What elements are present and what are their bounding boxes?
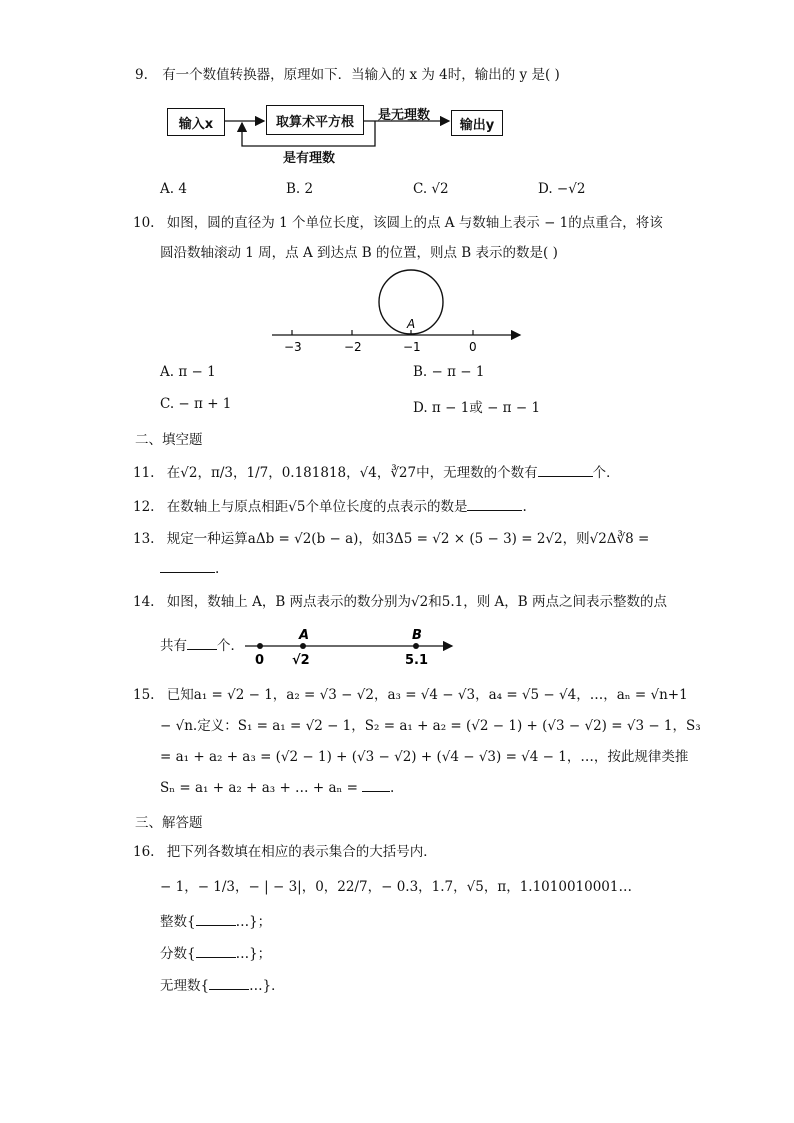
q12-answer-blank[interactable] bbox=[467, 498, 522, 511]
q13-stem bbox=[133, 530, 649, 548]
flow-arrows bbox=[0, 0, 794, 200]
q11-text-after: 个． bbox=[592, 465, 620, 481]
q14-point-a bbox=[300, 643, 306, 649]
q10-text-line1: 如图，圆的直径为 1 个单位长度，该圆上的点 A 与数轴上表示 − 1的点重合，将该 bbox=[166, 215, 663, 231]
q9-number: 9. bbox=[135, 67, 148, 83]
q14-text-line2: 共有 bbox=[160, 638, 187, 654]
q15-line4 bbox=[160, 779, 394, 797]
q14-stem-line2 bbox=[160, 637, 244, 655]
set-name: 整数{ bbox=[160, 914, 196, 930]
q10-tick-label: 0 bbox=[469, 340, 477, 354]
q13-answer-line bbox=[160, 560, 219, 578]
q10-option-d: D. π − 1或 − π − 1 bbox=[413, 400, 541, 416]
q13-number: 13. bbox=[133, 531, 155, 547]
q10-option-a: A. π − 1 bbox=[160, 364, 216, 380]
q16-text: 把下列各数填在相应的表示集合的大括号内． bbox=[166, 844, 437, 860]
set-name: 无理数{ bbox=[160, 978, 210, 994]
section-fill-blank-title: 二、填空题 bbox=[135, 432, 203, 448]
q15-text-line4: Sₙ = a₁ + a₂ + a₃ + … + aₙ = bbox=[160, 780, 358, 796]
q11-number: 11. bbox=[133, 465, 155, 481]
fractions-answer-blank[interactable] bbox=[196, 945, 236, 958]
q15-number: 15. bbox=[133, 687, 155, 703]
flow-rational-label: 是有理数 bbox=[283, 151, 336, 166]
q12-stem bbox=[133, 498, 527, 516]
q15-line1 bbox=[133, 686, 688, 704]
q12-text: 在数轴上与原点相距√5个单位长度的点表示的数是 bbox=[166, 499, 468, 515]
q10-option-c: C. − π + 1 bbox=[160, 396, 232, 412]
irrationals-answer-blank[interactable] bbox=[209, 977, 249, 990]
flow-output-box: 输出y bbox=[451, 110, 503, 136]
integers-answer-blank[interactable] bbox=[196, 913, 236, 926]
q10-tick-label: −2 bbox=[344, 340, 362, 354]
q15-line3: = a₁ + a₂ + a₃ = (√2 − 1) + (√3 − √2) + (√4 − √3) = √4 − 1，…，按此规律类推 bbox=[160, 749, 689, 765]
q14-a-value: √2 bbox=[292, 653, 310, 668]
q10-tick-label: −3 bbox=[284, 340, 302, 354]
q11-text: 在√2，π/3，1/7，0.181818，√4，∛27中，无理数的个数有 bbox=[166, 465, 538, 481]
q14-text-line2-after: 个． bbox=[217, 638, 244, 654]
q13-text: 规定一种运算aΔb = √2(b − a)，如3Δ5 = √2 × (5 − 3) = 2√2，则√2Δ∛8 = bbox=[166, 531, 650, 547]
set-tail: …}； bbox=[235, 914, 272, 930]
q16-set-integers bbox=[160, 913, 271, 931]
q14-origin-point bbox=[257, 643, 263, 649]
q14-origin-label: 0 bbox=[255, 653, 265, 668]
q14-figure bbox=[240, 626, 460, 668]
q16-stem bbox=[133, 843, 437, 861]
set-name: 分数{ bbox=[160, 946, 196, 962]
q10-point-a-label: A bbox=[407, 317, 416, 331]
flow-input-box: 输入x bbox=[167, 108, 225, 136]
q10-option-b: B. − π − 1 bbox=[413, 364, 485, 380]
q12-text-after: . bbox=[522, 499, 527, 515]
q14-point-b bbox=[413, 643, 419, 649]
flow-process-box: 取算术平方根 bbox=[266, 105, 364, 135]
q15-line2: − √n.定义：S₁ = a₁ = √2 − 1，S₂ = a₁ + a₂ = (√2 − 1) + (√3 − √2) = √3 − 1，S₃ bbox=[160, 718, 701, 734]
flow-arrow-loop bbox=[242, 121, 375, 146]
q16-number: 16. bbox=[133, 844, 155, 860]
q16-numbers: − 1，− 1/3，− | − 3|，0，22/7，− 0.3，1.7，√5，π，1.1010010001… bbox=[160, 879, 632, 895]
q11-answer-blank[interactable] bbox=[538, 464, 593, 477]
q10-number: 10. bbox=[133, 215, 155, 231]
section-solve-title: 三、解答题 bbox=[135, 815, 203, 831]
q16-set-irrationals bbox=[160, 977, 285, 995]
q11-stem bbox=[133, 464, 620, 482]
set-tail: …}． bbox=[249, 978, 285, 994]
q10-figure bbox=[260, 262, 530, 357]
q13-text-after: . bbox=[215, 561, 220, 577]
q10-stem-line1 bbox=[133, 214, 663, 232]
flow-irrational-label: 是无理数 bbox=[378, 108, 431, 123]
q10-stem-line2: 圆沿数轴滚动 1 周，点 A 到达点 B 的位置，则点 B 表示的数是( ) bbox=[160, 245, 558, 261]
q14-stem-line1 bbox=[133, 593, 667, 611]
q14-b-value: 5.1 bbox=[405, 653, 429, 668]
q15-answer-blank[interactable] bbox=[362, 779, 390, 792]
q14-a-label: A bbox=[299, 628, 310, 643]
q10-tick-label: −1 bbox=[403, 340, 421, 354]
q9-option-d: D. −√2 bbox=[538, 181, 586, 197]
q15-text-line1: 已知a₁ = √2 − 1，a₂ = √3 − √2，a₃ = √4 − √3，a₄ = √5 − √4，…，aₙ = √n+1 bbox=[166, 687, 688, 703]
q15-text-line4-after: . bbox=[389, 780, 395, 796]
q9-text: 有一个数值转换器，原理如下．当输入的 x 为 4时，输出的 y 是( ) bbox=[162, 67, 560, 83]
q14-b-label: B bbox=[412, 628, 422, 643]
q13-answer-blank[interactable] bbox=[160, 560, 215, 573]
q14-text-line1: 如图，数轴上 A，B 两点表示的数分别为√2和5.1，则 A，B 两点之间表示整数的点 bbox=[166, 594, 667, 610]
q9-option-a: A. 4 bbox=[160, 181, 187, 197]
q16-set-fractions bbox=[160, 945, 271, 963]
set-tail: …}； bbox=[235, 946, 272, 962]
q14-answer-blank[interactable] bbox=[187, 637, 217, 650]
q14-number: 14. bbox=[133, 594, 155, 610]
q12-number: 12. bbox=[133, 499, 155, 515]
q9-option-c: C. √2 bbox=[413, 181, 449, 197]
q9-option-b: B. 2 bbox=[286, 181, 314, 197]
